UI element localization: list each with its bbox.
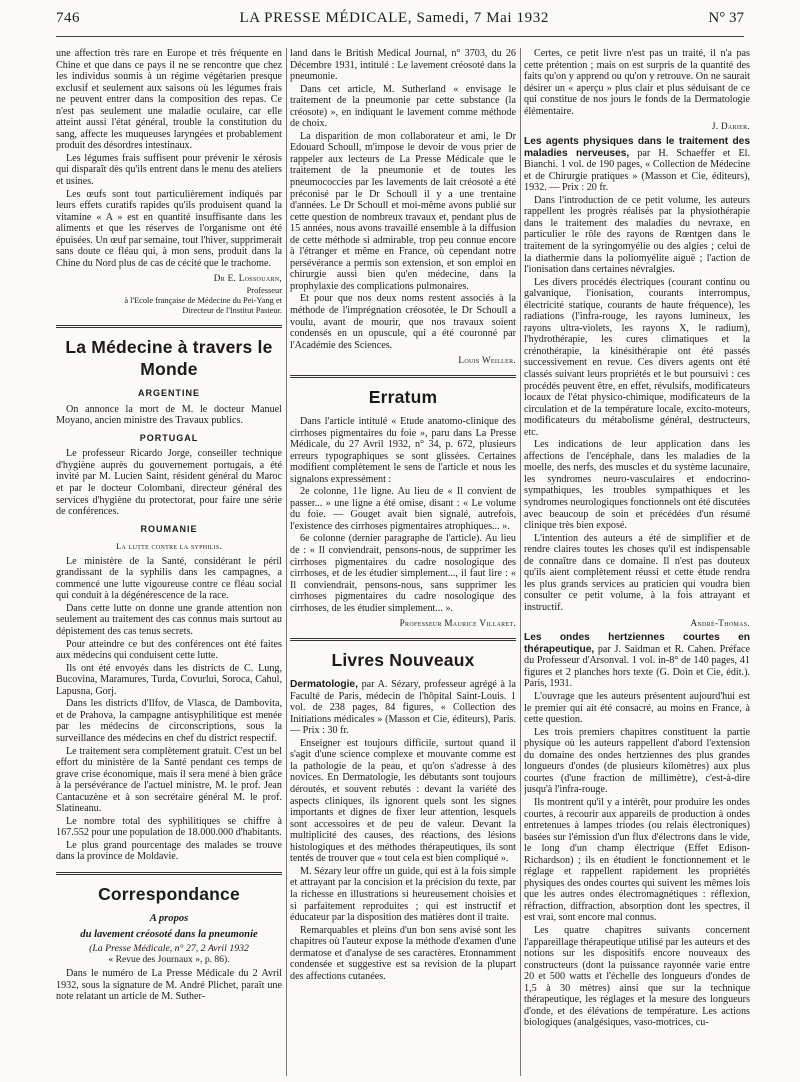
erratum-signature: Professeur Maurice Villaret. [399,618,516,629]
book-title: Les agents physiques dans le traitement des maladies nerveuses, [524,136,750,159]
book-entry [524,136,750,194]
page-number: 746 [56,10,80,26]
country-heading: ROUMANIE [140,523,198,534]
book-details: par H. Schaeffer et El. Bianchi. 1 vol. de 190 pages, « Collection de Médecine et de Chirurgie pratiques » (Masson et Cie, éditeurs), 1932. — Prix : 20 fr. [524,147,750,194]
erratum-paragraph: 6e colonne (dernier paragraphe de l'article). Au lieu de : « Il conviendrait, pensons-nous, de supprimer les cirrhoses pigmentaires du cadre nosologique des cirrhoses, et de les étudier simplement..., il faut lire : « Il conviendrait, pensons-nous, sans supprimer les cirrhoses pigmentaires du cadre nosologique des cirrhoses, de les étudier simplement... ». [290,533,516,614]
article-paragraph: une affection très rare en Europe et très fréquente en Chine et que dans ce pays il ne se rencontre que chez les individus soumis à un régime végétarien presque exclusif et seulement aux saisons où les légumes frais ne peuvent entrer dans la composition des repas. Ce n'est pas seulement une maladie oculaire, car elle atteint aussi l'état général, trouble la constitution du sang, affecte les muqueuses laryngées et probablement produit des désordres intestinaux. [56,48,282,152]
column-divider [520,48,521,1076]
review-paragraph: Les trois premiers chapitres constituent la partie physique où les auteurs rappellent d'abord l'extension du domaine des ondes hertziennes des plus grandes longueurs d'ondes (de plusieurs kilomètres) aux plus courtes (d'une fraction de millimètre), c'est-à-dire jusqu'à l'infra-rouge. [524,726,750,796]
letter-paragraph: Dans cet article, M. Sutherland « envisage le traitement de la pneumonie par cette substance (la créosote) », en indiquant le lavement comme méthode de choix. [290,83,516,130]
article-paragraph: Les œufs sont tout particulièrement indiqués par leurs effets curatifs rapides qu'ils produisent quand la vitamine « A » est en quantité insuffisante dans les aliments et que les réserves de l'organisme ont été épuisées. Un œuf par semaine, tout l'hiver, supprimerait sans doute ce fléau qui, à mon sens, produit dans la Chine du Nord plus de cas de cécité que le trachome. [56,188,282,269]
review-paragraph: Dans l'introduction de ce petit volume, les auteurs rappellent les progrès réalisés par la physiothérapie dans le traitement des maladies du nevraxe, en particulier le rôle des rayons de Rœntgen dans le traitement de la syringomyélie ou des algies ; celui de la diathermie dans la poliomyélite aiguë ; l'action de l'ionisation dans certaines névralgies. [524,194,750,276]
author-title: Professeur [246,286,282,296]
column-1 [56,48,282,1076]
news-paragraph: Dans cette lutte on donne une grande attention non seulement au traitement des cas connus mais surtout au dépistement des cas tenus secrets. [56,602,282,638]
column-divider [286,48,287,1076]
book-title: Les ondes hertziennes courtes en thérapeutique, [524,632,750,655]
news-paragraph: Le plus grand pourcentage des malades se trouve dans la province de Moldavie. [56,839,282,863]
review-paragraph: Remarquables et pleins d'un bon sens avisé sont les chapitres où l'auteur expose la méthode d'examen d'une dermatose et d'analyse de ses caractères. Etonnamment condensée et suggestive est sa revision de la plupart des affections cutanées. [290,924,516,982]
letter-paragraph: Dans le numéro de La Presse Médicale du 2 Avril 1932, sous la signature de M. André Plichet, paraît une note relatant un article de M. Suther- [56,967,282,1003]
review-paragraph: Les quatre chapitres suivants concernent l'appareillage thérapeutique utilisé par les auteurs et des notions sur les dispositifs encore nouveaux des constructeurs (dont la puissance rayonnée varie entre 20 et 500 watts et l'échelle des longueurs d'ondes de 1,5 à 30 mètres) ainsi que sur la technique thérapeutique, les réglages et la mesure des longueurs d'onde, et des élévations de température. Les actions biologiques (analgésiques, vaso-motrices, cu- [524,924,750,1029]
news-paragraph: Pour atteindre ce but des conférences ont été faites aux médecins qui conduisent cette lutte. [56,638,282,662]
country-heading: PORTUGAL [139,432,199,443]
letter-title-line-2: du lavement créosoté dans la pneumonie [80,928,258,940]
letter-title: A propos [149,912,189,924]
news-paragraph: Le nombre total des syphilitiques se chiffre à 167.552 pour une population de 18.000.000 d'habitants. [56,815,282,839]
author-signature: Dr E. Lossouarn, [213,273,282,284]
review-paragraph: L'intention des auteurs a été de simplifier et de rendre claires toutes les choses qu'il est indispensable de connaître dans ce domaine. Il n'est pas douteux qu'ils aient complètement réussi et cette étude rendra les plus grands services au praticien qui voudra bien consulter ce petit volume, à la fois attrayant et instructif. [524,532,750,613]
book-entry [524,632,750,690]
letter-paragraph: La disparition de mon collaborateur et ami, le Dr Edouard Schoull, m'impose le devoir de vous prier de rappeler aux lecteurs de La Presse Médicale que le traitement de la pneumonie et de toutes les pneumococcies par les lavements de lait créosoté a été préconisé par le Dr Schoull il y a une trentaine d'années. Le Dr Schoull et moi-même avons publié sur cette question de nombreux travaux et, pendant plus de 15 années, nous avons travaillé ensemble à la diffusion de cette méthode si admirable, trop peu connue encore à l'étranger et même en France, où cependant notre persévérance a permis son extension, et son emploi en chirurgie aussi bien qu'en médecine, dans la prophylaxie des complications pulmonaires. [290,130,516,292]
letter-reference-line-2: « Revue des Journaux », p. 86). [108,953,230,965]
section-divider [56,872,282,875]
letter-paragraph: Et pour que nos deux noms restent associés à la méthode de l'imprégnation créosotée, le Dr Schoull a voulu, avant de mourir, que nos travaux soient condensés en un opuscule, qui a été couronné par l'Académie des Sciences. [290,293,516,351]
review-paragraph: Certes, ce petit livre n'est pas un traité, il n'a pas cette prétention ; mais on est surpris de la quantité des faits qu'on y apprend ou qu'on y retrouve. On ne saurait désirer un « aperçu » plus clair et plus séduisant de ce qui constitue de nos jours le fonds de la Dermatologie élémentaire. [524,48,750,117]
news-paragraph: On annonce la mort de M. le docteur Manuel Moyano, ancien ministre des Travaux publics. [56,403,282,427]
section-title-monde: La Médecine à travers le Monde [65,337,273,380]
book-details: par A. Sézary, professeur agrégé à la Faculté de Paris, médecin de l'hôpital Saint-Louis. 1 vol. de 238 pages, 84 figures, « Collection des Initiations médicales » (Masson et Cie, éditeurs), Paris. — Prix : 30 fr. [290,679,516,737]
section-title-livres: Livres Nouveaux [331,650,475,671]
author-role: Directeur de l'Institut Pasteur. [182,306,282,316]
reviewer-signature: André-Thomas. [690,617,750,628]
author-affiliation: à l'Ecole française de Médecine du Pei-Yang et [124,296,282,306]
book-details: par J. Saidman et R. Cahen. Préface du Professeur d'Arsonval. 1 vol. in-8° de 140 pages, 41 figures et 2 planches hors texte (G. Doin et Cie, édit.). Paris, 1931. [524,643,750,690]
journal-title: LA PRESSE MÉDICALE, Samedi, 7 Mai 1932 [239,10,549,26]
review-paragraph: Les indications de leur application dans les affections de l'encéphale, dans les maladies de la moelle, des nerfs, des muscles et du système lacunaire, les syndromes neuro-vasculaires et endocrino-sympathiques, les troubles sympathiques et les syndromes neurologiques fonctionnels ont été discutées avec beaucoup de soin et précédées d'un résumé clinique très bien exposé. [524,439,750,532]
erratum-paragraph: Dans l'article intitulé « Etude anatomo-clinique des cirrhoses pigmentaires du foie », paru dans La Presse Médicale, du 27 Avril 1932, n° 34, p. 672, plusieurs erreurs typographiques se sont glissées. Certaines modifient complètement le sens de l'article et nous les signalons expressément : [290,416,516,485]
country-heading: ARGENTINE [137,388,200,399]
news-paragraph: Dans les districts d'Ilfov, de Vlasca, de Dambovita, et de Prahova, la campagne antisyphilitique est menée par les médecins de circonscriptions, sous la surveillance des médecins en chef du district respectif. [56,698,282,744]
review-paragraph: Enseigner est toujours difficile, surtout quand il s'agit d'une science complexe et mouvante comme est la pathologie de la peau, et qu'on s'adresse à des novices. En Dermatologie, les débutants sont toujours déroutés, et souvent rebutés : devant la variété des aspects cliniques, ils ignorent quels sont les signes importants et dignes de fixer leur attention, lesquels sont accessoires et de peu de valeur. Devant la multiplicité des causes, des réactions, des lésions histologiques et des méthodes thérapeutiques, ils sont tentés de trouver que « tout cela est bien compliqué ». [290,737,516,865]
section-title-erratum: Erratum [368,387,438,408]
section-divider [290,638,516,641]
news-paragraph: Le traitement sera complètement gratuit. C'est un bel effort du ministère de la Santé pendant ces temps de grave crise économique, mais il sera mené à bien grâce à la persévérance de l'actuel ministre, M. le prof. Jean Cantacuzène et à son secrétaire général M. le prof. Slatineanu. [56,745,282,815]
section-title-correspondance: Correspondance [98,883,240,904]
review-paragraph: M. Sézary leur offre un guide, qui est à la fois simple et attrayant par la concision et la précision du texte, par la richesse en illustrations si heureusement choisies et si parfaitement reproduites ; qui est instructif et éducateur par la disposition des matières dont il traite. [290,865,516,924]
letter-signature: Louis Weiller. [458,355,516,366]
letter-reference: (La Presse Médicale, n° 27, 2 Avril 1932 [89,942,249,954]
page-header [56,10,744,37]
section-divider [56,325,282,328]
reviewer-signature: J. Darier. [711,121,750,132]
letter-paragraph: land dans le British Medical Journal, n° 3703, du 26 Décembre 1931, intitulé : Le lavement créosoté dans la pneumonie. [290,48,516,83]
book-title: Dermatologie, [290,679,358,691]
review-paragraph: Les divers procédés électriques (courant continu ou galvanique, l'ionisation, courants interrompus, électricité statique, courants de haute fréquence), les radiations (l'infra-rouge, les rayons lumineux, les rayons ultra-violets, les rayons X, le radium), l'hydrothérapie, les cures climatiques et la crénothérapie, la kinésithérapie ont été passés successivement en revue. Ces divers agents ont été classés suivant leurs propriétés et le but poursuivi : ces procédés peuvent être, en effet, révulsifs, modificateurs locaux de l'état physico-chimique, modificateurs de la circulation et de la température locale, excito-moteurs, modificateurs du métabolisme général, destructeurs, etc. [524,276,750,438]
review-paragraph: Ils montrent qu'il y a intérêt, pour produire les ondes courtes, à recourir aux appareils de production à ondes entretenues à lampes triodes (ou relais électroniques) basées sur l'émission d'un flux d'électrons dans le vide, le long d'un champ électrique (Effet Edison-Richardson) ; ils en étudient le fonctionnement et le réglage et rappellent rapidement les propriétés physiques des ondes courtes qui suivent les mêmes lois que les autres ondes électromagnétiques : réflexion, réfraction, diffraction, absorption dont les spectres, il est vrai, sont encore mal connus. [524,796,750,924]
news-paragraph: Le professeur Ricardo Jorge, conseiller technique d'hygiène auprès du gouvernement portugais, a été invité par M. Lucien Saint, résident général du Maroc et par le docteur Colombani, directeur général des services d'hygiène du protectorat, pour faire une série de conférences. [56,448,282,518]
issue-number: N° 37 [708,10,744,26]
section-divider [290,375,516,378]
news-subheading: La lutte contre la syphilis. [115,541,223,552]
article-paragraph: Les légumes frais suffisent pour prévenir le xérosis qui disparaît dès qu'ils entrent dans le menu des ateliers et usines. [56,152,282,188]
news-paragraph: Ils ont été envoyés dans les districts de C. Lung, Bucovina, Maramures, Turda, Covurlui, Soroca, Cahul, Lapusna, Gorj. [56,662,282,697]
news-paragraph: Le ministère de la Santé, considérant le péril grandissant de la syphilis dans les campagnes, a commencé une lutte vigoureuse contre ce fléau social qui conduit à la dégénérescence de la race. [56,555,282,602]
erratum-paragraph: 2e colonne, 11e ligne. Au lieu de « Il convient de passer... » une ligne a été omise, disant : « Le volume du foie. — Gouget avait bien signalé, autrefois, l'existence des cirrhoses pigmentaires atrophiques... ». [290,486,516,532]
column-3 [524,48,750,1076]
book-entry [290,679,516,737]
review-paragraph: L'ouvrage que les auteurs présentent aujourd'hui est le premier qui ait été consacré, au moins en France, à cette question. [524,691,750,726]
column-2 [290,48,516,1076]
